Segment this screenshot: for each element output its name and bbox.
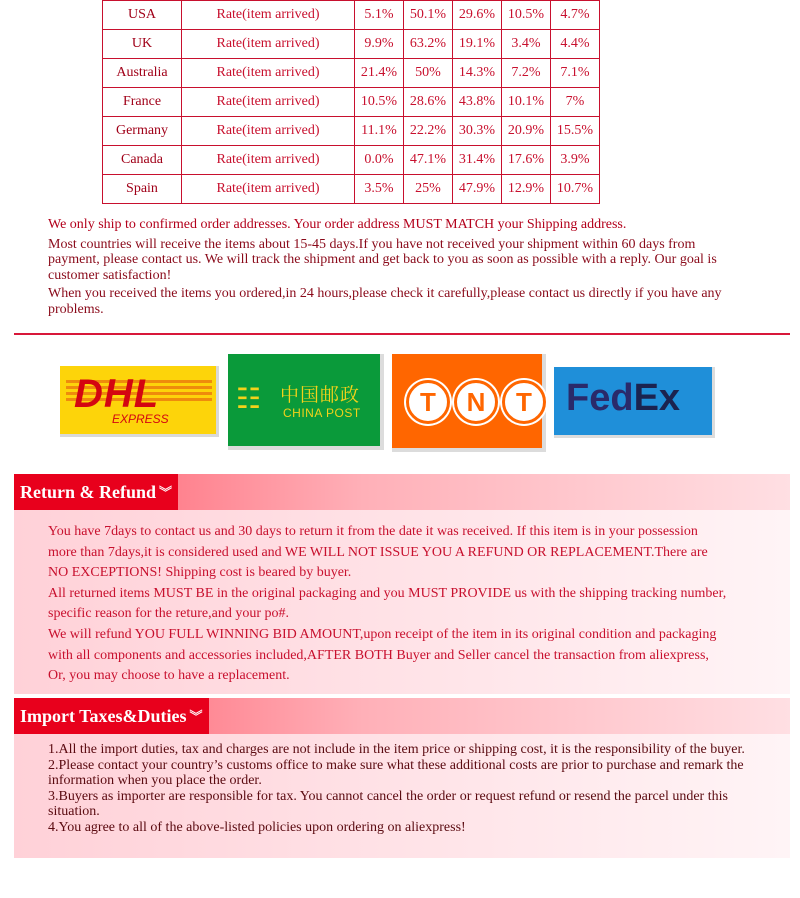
tnt-letter-n: N <box>454 380 498 424</box>
rate-value-cell: 7.2% <box>502 59 551 88</box>
fedex-wordmark <box>566 377 680 420</box>
country-cell: USA <box>103 1 182 30</box>
return-refund-panel <box>14 510 790 694</box>
return-line: We will refund YOU FULL WINNING BID AMOUNT,upon receipt of the item in its original condition and packaging <box>48 626 717 642</box>
rate-value-cell: 7.1% <box>551 59 600 88</box>
tnt-letter-t: T <box>502 380 546 424</box>
china-post-emblem-icon: ☷ <box>236 382 262 415</box>
import-taxes-title <box>14 698 209 734</box>
fedex-ex: Ex <box>633 377 681 419</box>
rate-value-cell: 30.3% <box>453 117 502 146</box>
shipping-notes <box>48 217 748 320</box>
return-line: with all components and accessories included,AFTER BOTH Buyer and Seller cancel the transaction from aliexpress, <box>48 647 709 663</box>
rate-value-cell: 20.9% <box>502 117 551 146</box>
china-post-logo <box>228 354 384 450</box>
rate-value-cell: 0.0% <box>355 146 404 175</box>
rate-value-cell: 29.6% <box>453 1 502 30</box>
rate-value-cell: 50% <box>404 59 453 88</box>
return-line: specific reason for the reture,and your po#. <box>48 606 290 622</box>
rate-value-cell: 3.4% <box>502 30 551 59</box>
rate-label-cell: Rate(item arrived) <box>182 88 355 117</box>
country-cell: UK <box>103 30 182 59</box>
double-chevron-down-icon: ︾ <box>189 710 203 726</box>
shipping-note-check-items: When you received the items you ordered,in 24 hours,please check it carefully,please contact us directly if you have any problems. <box>48 286 722 317</box>
return-refund-heading: Return & Refund <box>20 482 157 502</box>
rate-value-cell: 10.5% <box>355 88 404 117</box>
rate-value-cell: 10.1% <box>502 88 551 117</box>
rate-value-cell: 7% <box>551 88 600 117</box>
rate-value-cell: 4.4% <box>551 30 600 59</box>
dhl-wordmark: DHL <box>74 372 160 416</box>
return-refund-title <box>14 474 178 510</box>
table-row <box>103 30 600 59</box>
tnt-letters <box>406 380 546 424</box>
return-line: Or, you may choose to have a replacement. <box>48 668 290 684</box>
rate-value-cell: 47.1% <box>404 146 453 175</box>
country-cell: Canada <box>103 146 182 175</box>
rate-value-cell: 12.9% <box>502 175 551 204</box>
tax-item: 2.Please contact your country’s customs office to make sure what these additional costs are prior to purchase and remark the information when you place the order. <box>48 757 744 788</box>
tax-item: 3.Buyers as importer are responsible for tax. You cannot cancel the order or request refund or resend the parcel under this situation. <box>48 788 728 819</box>
rate-value-cell: 31.4% <box>453 146 502 175</box>
return-line: more than 7days,it is considered used and WE WILL NOT ISSUE YOU A REFUND OR REPLACEMENT.There are <box>48 544 708 560</box>
rate-value-cell: 3.9% <box>551 146 600 175</box>
dhl-logo <box>60 366 219 437</box>
china-post-english-name: CHINA POST <box>283 406 361 420</box>
rate-value-cell: 15.5% <box>551 117 600 146</box>
import-taxes-header <box>14 698 790 734</box>
table-row <box>103 175 600 204</box>
table-row <box>103 59 600 88</box>
china-post-chinese-name: 中国邮政 <box>280 384 361 406</box>
rate-label-cell: Rate(item arrived) <box>182 30 355 59</box>
import-taxes-text <box>48 742 778 835</box>
rate-value-cell: 63.2% <box>404 30 453 59</box>
rate-value-cell: 43.8% <box>453 88 502 117</box>
table-row <box>103 117 600 146</box>
rate-value-cell: 10.7% <box>551 175 600 204</box>
return-line: All returned items MUST BE in the original packaging and you MUST PROVIDE us with the shipping tracking number, <box>48 585 727 601</box>
country-cell: Germany <box>103 117 182 146</box>
dhl-express-label: EXPRESS <box>112 412 169 426</box>
rate-value-cell: 11.1% <box>355 117 404 146</box>
rate-value-cell: 3.5% <box>355 175 404 204</box>
import-taxes-panel <box>14 734 790 858</box>
country-cell: Spain <box>103 175 182 204</box>
shipping-note-delivery-time: Most countries will receive the items about 15-45 days.If you have not received your shipment within 60 days from payment, please contact us. We will track the shipment and get back to you as soon as possible with a reply. Our goal is customer satisfaction! <box>48 236 717 283</box>
section-divider <box>14 333 790 335</box>
tnt-logo <box>392 354 546 452</box>
return-refund-text <box>48 522 778 687</box>
shipping-note-address: We only ship to confirmed order addresses. Your order address MUST MATCH your Shipping address. <box>48 217 627 232</box>
return-refund-header <box>14 474 790 510</box>
rate-value-cell: 14.3% <box>453 59 502 88</box>
rate-value-cell: 28.6% <box>404 88 453 117</box>
tax-item: 1.All the import duties, tax and charges are not include in the item price or shipping cost, it is the responsibility of the buyer. <box>48 742 745 757</box>
table-row <box>103 146 600 175</box>
rate-label-cell: Rate(item arrived) <box>182 59 355 88</box>
rate-value-cell: 19.1% <box>453 30 502 59</box>
rate-value-cell: 47.9% <box>453 175 502 204</box>
rate-label-cell: Rate(item arrived) <box>182 146 355 175</box>
fedex-fed: Fed <box>566 377 634 419</box>
rate-value-cell: 5.1% <box>355 1 404 30</box>
fedex-logo <box>554 367 715 438</box>
import-taxes-heading: Import Taxes&Duties <box>20 706 187 726</box>
rate-value-cell: 9.9% <box>355 30 404 59</box>
rate-value-cell: 50.1% <box>404 1 453 30</box>
rate-value-cell: 17.6% <box>502 146 551 175</box>
table-row <box>103 88 600 117</box>
table-row <box>103 1 600 30</box>
return-line: You have 7days to contact us and 30 days to return it from the date it was received. If this item is in your possession <box>48 524 698 539</box>
delivery-rate-table <box>102 0 600 204</box>
rate-value-cell: 4.7% <box>551 1 600 30</box>
tnt-letter-t: T <box>406 380 450 424</box>
country-cell: France <box>103 88 182 117</box>
rate-label-cell: Rate(item arrived) <box>182 117 355 146</box>
tax-item: 4.You agree to all of the above-listed policies upon ordering on aliexpress! <box>48 819 466 835</box>
rate-value-cell: 21.4% <box>355 59 404 88</box>
rate-value-cell: 25% <box>404 175 453 204</box>
return-line: NO EXCEPTIONS! Shipping cost is beared by buyer. <box>48 565 352 581</box>
double-chevron-down-icon: ︾ <box>159 486 173 502</box>
country-cell: Australia <box>103 59 182 88</box>
rate-value-cell: 22.2% <box>404 117 453 146</box>
rate-label-cell: Rate(item arrived) <box>182 175 355 204</box>
rate-value-cell: 10.5% <box>502 1 551 30</box>
rate-label-cell: Rate(item arrived) <box>182 1 355 30</box>
